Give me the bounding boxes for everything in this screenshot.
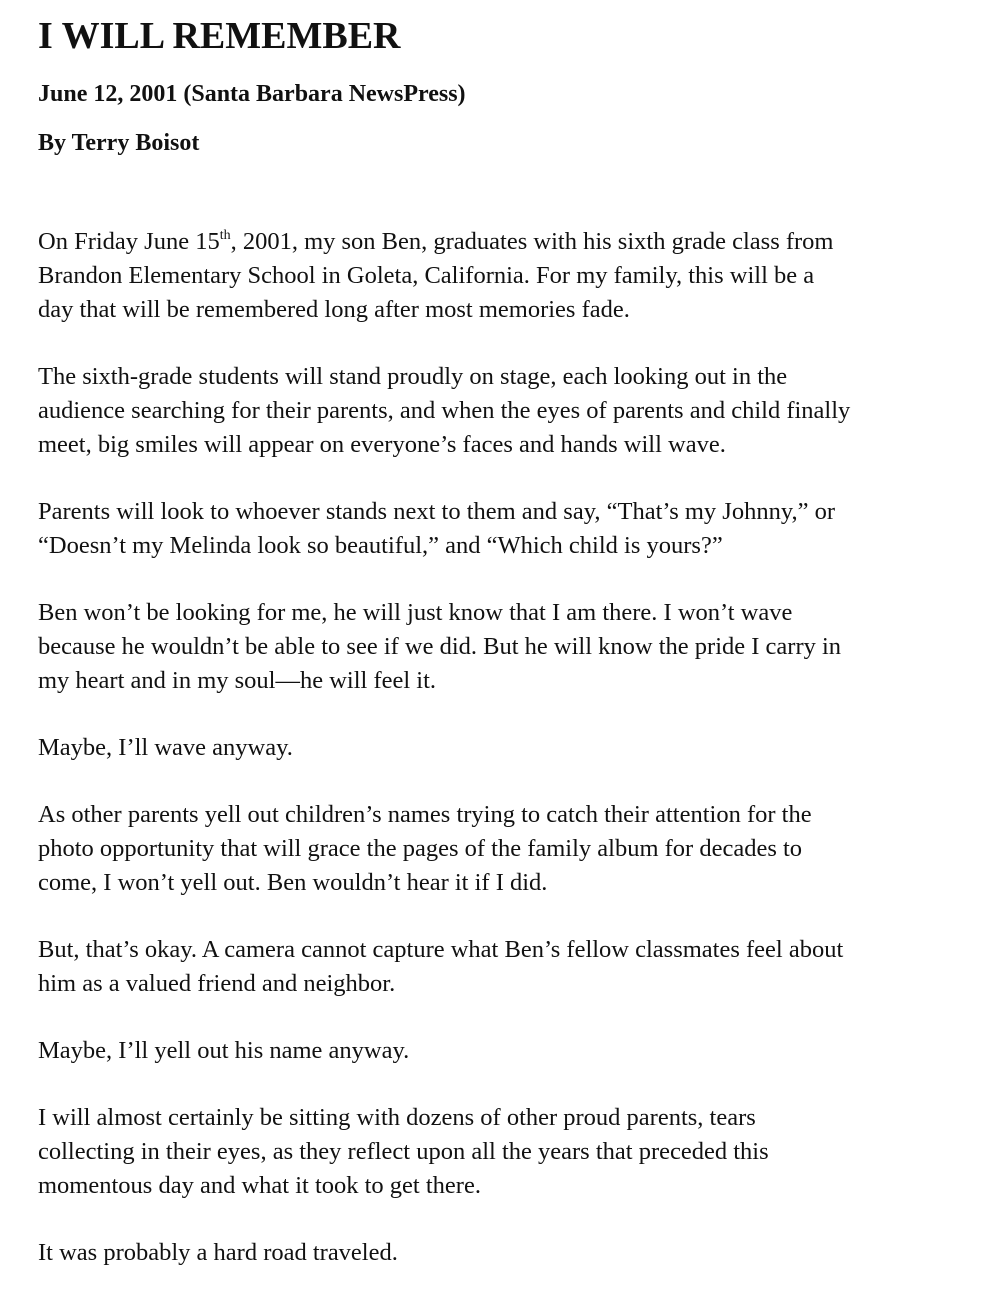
paragraph-line: I will almost certainly be sitting with dozens of other proud parents, tears <box>38 1104 756 1131</box>
paragraph-6 <box>38 798 978 900</box>
paragraph-line: meet, big smiles will appear on everyone’s faces and hands will wave. <box>38 431 726 458</box>
paragraph-line: my heart and in my soul—he will feel it. <box>38 667 437 694</box>
paragraph-line: come, I won’t yell out. Ben wouldn’t hear it if I did. <box>38 869 548 896</box>
paragraph-line: collecting in their eyes, as they reflect upon all the years that preceded this <box>38 1138 769 1165</box>
text-segment: On Friday June 15 <box>38 228 220 255</box>
paragraph-line: audience searching for their parents, and when the eyes of parents and child finally <box>38 397 851 424</box>
paragraph-line <box>38 225 978 259</box>
paragraph-line: But, that’s okay. A camera cannot capture what Ben’s fellow classmates feel about <box>38 936 844 963</box>
paragraph-line: because he wouldn’t be able to see if we did. But he will know the pride I carry in <box>38 633 842 660</box>
text-segment: , 2001, my son Ben, graduates with his sixth grade class from <box>230 228 834 255</box>
paragraph-10 <box>38 1236 978 1270</box>
article-title: I WILL REMEMBER <box>38 15 401 57</box>
paragraph-9 <box>38 1101 978 1203</box>
paragraph-line: The sixth-grade students will stand proudly on stage, each looking out in the <box>38 363 788 390</box>
ordinal-suffix: th <box>219 228 231 243</box>
article-byline: By Terry Boisot <box>38 130 200 156</box>
paragraph-line: him as a valued friend and neighbor. <box>38 970 396 997</box>
paragraph-line: Maybe, I’ll yell out his name anyway. <box>38 1037 410 1064</box>
paragraph-line: day that will be remembered long after most memories fade. <box>38 296 630 323</box>
paragraph-line: Maybe, I’ll wave anyway. <box>38 734 293 761</box>
paragraph-7 <box>38 933 978 1001</box>
article-body <box>38 225 978 1303</box>
paragraph-line: As other parents yell out children’s names trying to catch their attention for the <box>38 801 812 828</box>
paragraph-line: photo opportunity that will grace the pages of the family album for decades to <box>38 835 803 862</box>
paragraph-8 <box>38 1034 978 1068</box>
paragraph-5 <box>38 731 978 765</box>
paragraph-line: momentous day and what it took to get there. <box>38 1172 481 1199</box>
paragraph-line: Parents will look to whoever stands next to them and say, “That’s my Johnny,” or <box>38 498 836 525</box>
paragraph-2 <box>38 360 978 462</box>
paragraph-line: Ben won’t be looking for me, he will just know that I am there. I won’t wave <box>38 599 793 626</box>
paragraph-4 <box>38 596 978 698</box>
paragraph-line: It was probably a hard road traveled. <box>38 1239 398 1266</box>
paragraph-line: “Doesn’t my Melinda look so beautiful,” and “Which child is yours?” <box>38 532 723 559</box>
paragraph-3 <box>38 495 978 563</box>
paragraph-line: Brandon Elementary School in Goleta, California. For my family, this will be a <box>38 262 815 289</box>
article-dateline: June 12, 2001 (Santa Barbara NewsPress) <box>38 81 466 107</box>
paragraph-1 <box>38 225 978 327</box>
